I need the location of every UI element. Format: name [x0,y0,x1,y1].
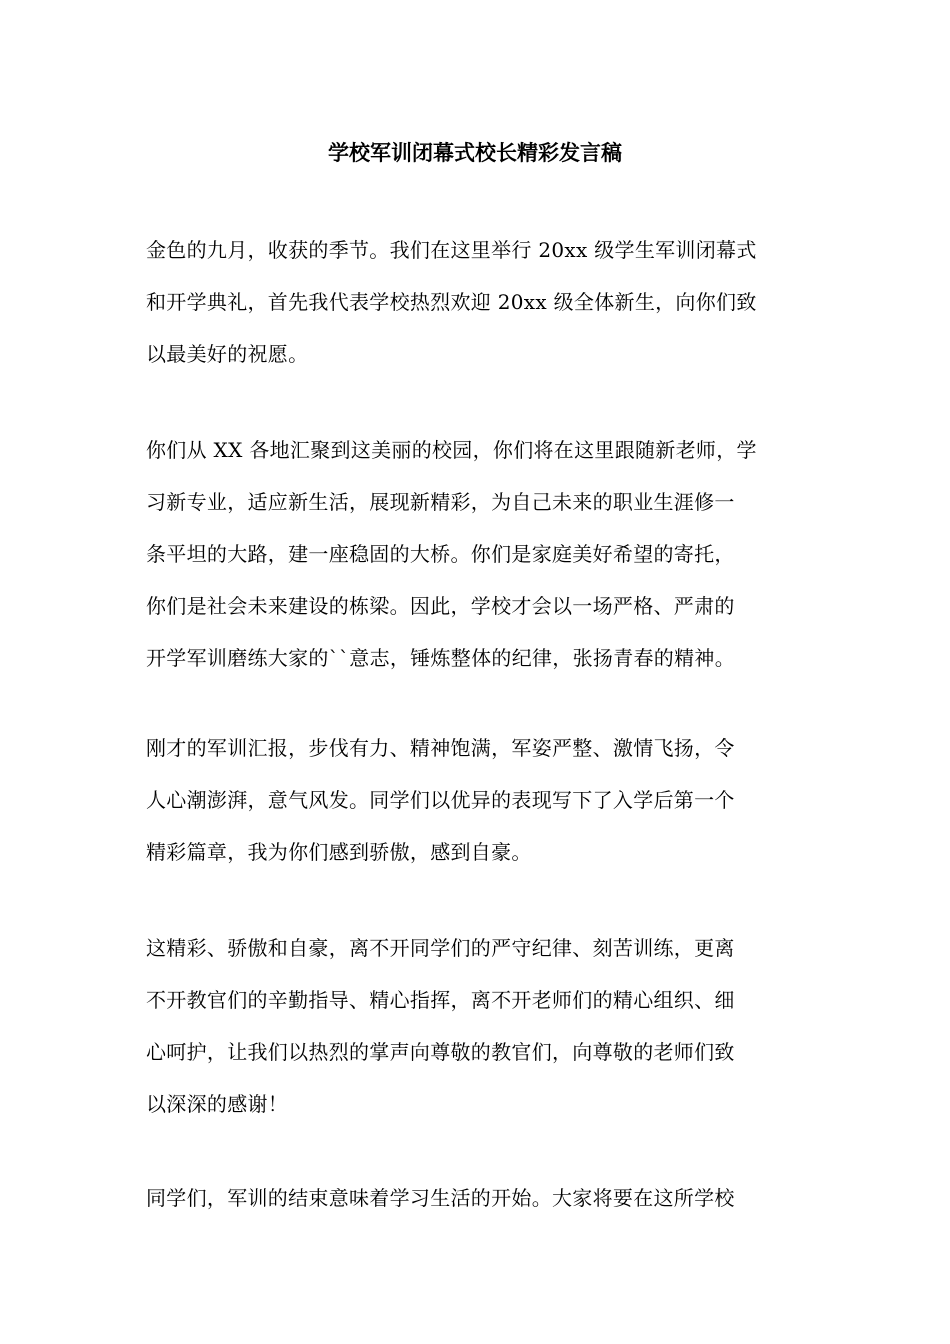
paragraph-line: 以深深的感谢！ [146,1092,289,1116]
paragraph-line: 你们从 XX 各地汇聚到这美丽的校园，你们将在这里跟随新老师，学 [146,438,757,462]
paragraph-line: 心呵护，让我们以热烈的掌声向尊敬的教官们，向尊敬的老师们致 [146,1040,735,1064]
paragraph-line: 和开学典礼，首先我代表学校热烈欢迎 20xx 级全体新生，向你们致 [146,290,757,314]
paragraph-line: 刚才的军训汇报，步伐有力、精神饱满，军姿严整、激情飞扬，令 [146,736,735,760]
paragraph-line: 开学军训磨练大家的``意志，锤炼整体的纪律，张扬青春的精神。 [146,646,735,670]
paragraph-line: 这精彩、骄傲和自豪，离不开同学们的严守纪律、刻苦训练，更离 [146,936,735,960]
paragraph-5 [146,1172,810,1224]
paragraph-2 [146,424,810,684]
paragraph-line: 精彩篇章，我为你们感到骄傲，感到自豪。 [146,840,532,864]
paragraph-line: 人心潮澎湃，意气风发。同学们以优异的表现写下了入学后第一个 [146,788,735,812]
paragraph-3 [146,722,810,878]
paragraph-line: 同学们，军训的结束意味着学习生活的开始。大家将要在这所学校 [146,1186,735,1210]
paragraph-line: 不开教官们的辛勤指导、精心指挥，离不开老师们的精心组织、细 [146,988,735,1012]
paragraph-line: 条平坦的大路，建一座稳固的大桥。你们是家庭美好希望的寄托， [146,542,735,566]
paragraph-4 [146,922,810,1130]
document-title: 学校军训闭幕式校长精彩发言稿 [328,140,622,165]
paragraph-line: 你们是社会未来建设的栋梁。因此，学校才会以一场严格、严肃的 [146,594,735,618]
paragraph-line: 习新专业，适应新生活，展现新精彩，为自己未来的职业生涯修一 [146,490,735,514]
paragraph-line: 以最美好的祝愿。 [146,342,309,366]
paragraph-line: 金色的九月，收获的季节。我们在这里举行 20xx 级学生军训闭幕式 [146,238,757,262]
paragraph-1 [146,224,810,380]
